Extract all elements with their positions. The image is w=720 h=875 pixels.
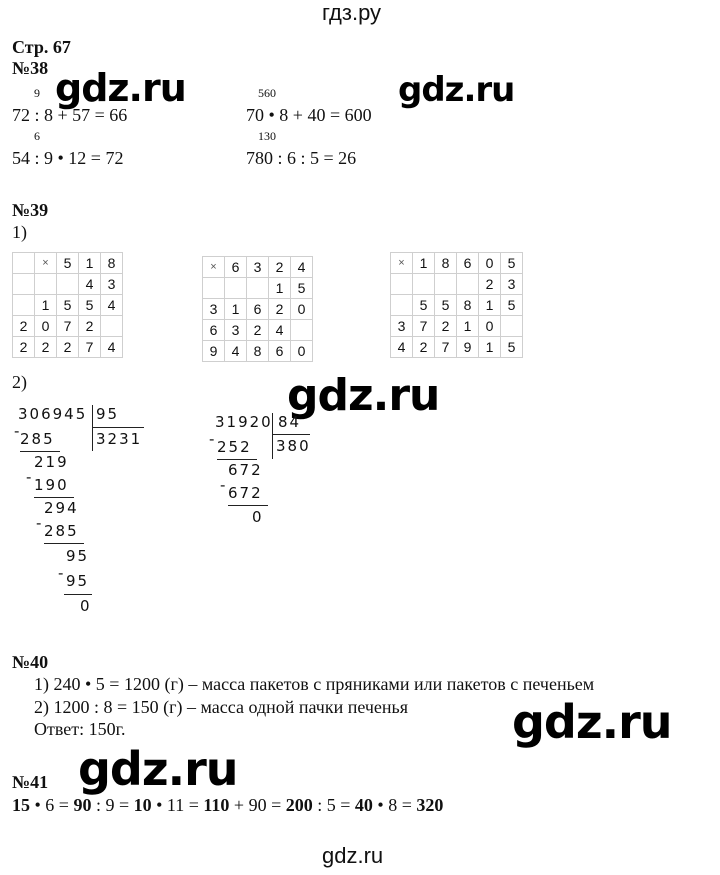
eq1: 72 : 8 + 57 = 66 <box>12 105 128 125</box>
grid-cell: 0 <box>479 253 501 274</box>
chain-value: 320 <box>416 795 444 815</box>
task-41-title: №41 <box>12 772 49 792</box>
grid-cell: 0 <box>35 316 57 337</box>
divisor: 84 <box>278 413 302 431</box>
grid-cell: 8 <box>247 341 269 362</box>
task-40-step-1: 1) 240 • 5 = 1200 (г) – масса пакетов с пряниками или пакетов с печеньем <box>34 674 595 694</box>
eq3-superscript: 6 <box>34 129 40 143</box>
step-value: 672 <box>228 461 263 479</box>
eq3: 54 : 9 • 12 = 72 <box>12 148 124 168</box>
grid-cell <box>247 278 269 299</box>
grid-cell: 6 <box>457 253 479 274</box>
grid-cell: 1 <box>457 316 479 337</box>
grid-cell <box>391 295 413 316</box>
grid-cell: 9 <box>203 341 225 362</box>
grid-cell: 2 <box>479 274 501 295</box>
grid-cell: 5 <box>501 253 523 274</box>
eq4-superscript: 130 <box>258 129 276 143</box>
step-value: 219 <box>34 453 69 471</box>
chain-operation: • 11 = <box>151 795 204 815</box>
grid-cell: 0 <box>479 316 501 337</box>
minus-sign: - <box>36 514 44 532</box>
step-underline <box>20 451 60 452</box>
task-40-answer: Ответ: 150г. <box>34 719 126 739</box>
division-line <box>92 427 144 428</box>
chain-operation: + 90 = <box>229 795 286 815</box>
grid-cell: 6 <box>247 299 269 320</box>
grid-cell: 3 <box>391 316 413 337</box>
grid-cell <box>291 320 313 341</box>
watermark-3: gdz.ru <box>287 370 440 421</box>
watermark-2: gdz.ru <box>398 70 515 110</box>
grid-cell: 5 <box>435 295 457 316</box>
dividend: 31920 <box>215 413 273 431</box>
grid-cell: 4 <box>391 337 413 358</box>
grid-cell: 1 <box>225 299 247 320</box>
chain-value: 90 <box>73 795 92 815</box>
grid-cell: 2 <box>13 337 35 358</box>
grid-cell: 5 <box>79 295 101 316</box>
grid-cell: 2 <box>247 320 269 341</box>
task-41-chain <box>12 795 443 816</box>
chain-value: 10 <box>133 795 152 815</box>
grid-cell <box>13 295 35 316</box>
step-underline <box>34 497 74 498</box>
grid-cell: 2 <box>269 257 291 278</box>
step-underline <box>64 594 92 595</box>
grid-cell: 3 <box>225 320 247 341</box>
chain-value: 15 <box>12 795 30 815</box>
grid-cell: 5 <box>57 253 79 274</box>
chain-operation: : 9 = <box>91 795 134 815</box>
chain-value: 110 <box>203 795 230 815</box>
grid-cell: 7 <box>79 337 101 358</box>
grid-cell <box>501 316 523 337</box>
grid-cell: 8 <box>457 295 479 316</box>
grid-cell <box>35 274 57 295</box>
multiply-sign: × <box>35 253 57 274</box>
grid-cell <box>225 278 247 299</box>
step-underline <box>228 505 268 506</box>
grid-cell: 2 <box>269 299 291 320</box>
grid-cell <box>203 278 225 299</box>
grid-cell: 2 <box>79 316 101 337</box>
grid-cell: 4 <box>101 337 123 358</box>
division-bar <box>92 405 93 451</box>
grid-cell: 3 <box>101 274 123 295</box>
grid-cell: 5 <box>501 337 523 358</box>
multiplication-grid-1 <box>12 252 123 358</box>
multiplication-grid-2 <box>202 256 313 362</box>
grid-cell: 5 <box>501 295 523 316</box>
step-underline <box>44 543 84 544</box>
step-underline <box>217 459 257 460</box>
grid-cell: 1 <box>413 253 435 274</box>
grid-cell <box>101 316 123 337</box>
grid-cell <box>435 274 457 295</box>
watermark-4: gdz.ru <box>512 695 672 749</box>
grid-cell: 7 <box>57 316 79 337</box>
task-40-step-2: 2) 1200 : 8 = 150 (г) – масса одной пачки печенья <box>34 697 409 717</box>
grid-cell: 1 <box>79 253 101 274</box>
step-value: 252 <box>217 438 252 456</box>
chain-operation: • 8 = <box>372 795 417 815</box>
chain-operation: • 6 = <box>30 795 74 815</box>
division-bar <box>272 413 273 459</box>
grid-cell: 1 <box>479 337 501 358</box>
grid-cell: 6 <box>203 320 225 341</box>
multiply-sign: × <box>203 257 225 278</box>
minus-sign: - <box>209 430 217 448</box>
chain-value: 40 <box>354 795 373 815</box>
watermark-5: gdz.ru <box>78 742 238 796</box>
grid-cell: 6 <box>225 257 247 278</box>
grid-cell: 4 <box>79 274 101 295</box>
part-1-label: 1) <box>12 222 27 242</box>
step-value: 95 <box>66 572 90 590</box>
eq2: 70 • 8 + 40 = 600 <box>246 105 372 125</box>
grid-cell: 8 <box>101 253 123 274</box>
step-value: 672 <box>228 484 263 502</box>
quotient: 380 <box>276 437 311 455</box>
task-38-title: №38 <box>12 58 49 78</box>
grid-cell: 4 <box>291 257 313 278</box>
grid-cell <box>391 274 413 295</box>
grid-cell: 5 <box>57 295 79 316</box>
grid-cell: 4 <box>269 320 291 341</box>
grid-cell: 7 <box>413 316 435 337</box>
grid-cell: 1 <box>35 295 57 316</box>
grid-cell: 3 <box>247 257 269 278</box>
minus-sign: - <box>58 564 66 582</box>
grid-cell: 5 <box>413 295 435 316</box>
eq1-superscript: 9 <box>34 86 40 100</box>
grid-cell: 4 <box>225 341 247 362</box>
quotient: 3231 <box>96 430 143 448</box>
chain-value: 200 <box>285 795 313 815</box>
multiply-sign: × <box>391 253 413 274</box>
site-footer: gdz.ru <box>322 843 384 868</box>
step-value: 190 <box>34 476 69 494</box>
grid-cell: 8 <box>435 253 457 274</box>
grid-cell: 6 <box>269 341 291 362</box>
grid-cell: 3 <box>203 299 225 320</box>
division-line <box>272 434 310 435</box>
grid-cell <box>57 274 79 295</box>
eq4: 780 : 6 : 5 = 26 <box>246 148 357 168</box>
minus-sign: - <box>14 422 22 440</box>
step-value: 294 <box>44 499 79 517</box>
site-header: гдз.ру <box>322 0 382 25</box>
divisor: 95 <box>96 405 120 423</box>
step-value: 0 <box>252 508 264 526</box>
grid-cell: 2 <box>13 316 35 337</box>
minus-sign: - <box>220 476 228 494</box>
grid-cell: 1 <box>269 278 291 299</box>
minus-sign: - <box>26 468 34 486</box>
grid-cell <box>457 274 479 295</box>
grid-cell: 9 <box>457 337 479 358</box>
grid-cell: 0 <box>291 341 313 362</box>
step-value: 285 <box>44 522 79 540</box>
task-40-title: №40 <box>12 652 49 672</box>
grid-cell <box>13 274 35 295</box>
dividend: 306945 <box>18 405 88 423</box>
grid-cell: 2 <box>413 337 435 358</box>
page-label: Стр. 67 <box>12 37 71 57</box>
grid-cell: 3 <box>501 274 523 295</box>
task-39-title: №39 <box>12 200 49 220</box>
grid-cell: 2 <box>435 316 457 337</box>
grid-cell: 5 <box>291 278 313 299</box>
chain-operation: : 5 = <box>312 795 355 815</box>
grid-cell: 0 <box>291 299 313 320</box>
grid-cell: 2 <box>57 337 79 358</box>
step-value: 285 <box>20 430 55 448</box>
grid-cell <box>13 253 35 274</box>
grid-cell: 1 <box>479 295 501 316</box>
eq2-superscript: 560 <box>258 86 276 100</box>
step-value: 95 <box>66 547 90 565</box>
grid-cell: 2 <box>35 337 57 358</box>
grid-cell: 7 <box>435 337 457 358</box>
multiplication-grid-3 <box>390 252 523 358</box>
part-2-label: 2) <box>12 372 27 392</box>
grid-cell: 4 <box>101 295 123 316</box>
watermark-1: gdz.ru <box>55 66 186 110</box>
grid-cell <box>413 274 435 295</box>
step-value: 0 <box>80 597 92 615</box>
